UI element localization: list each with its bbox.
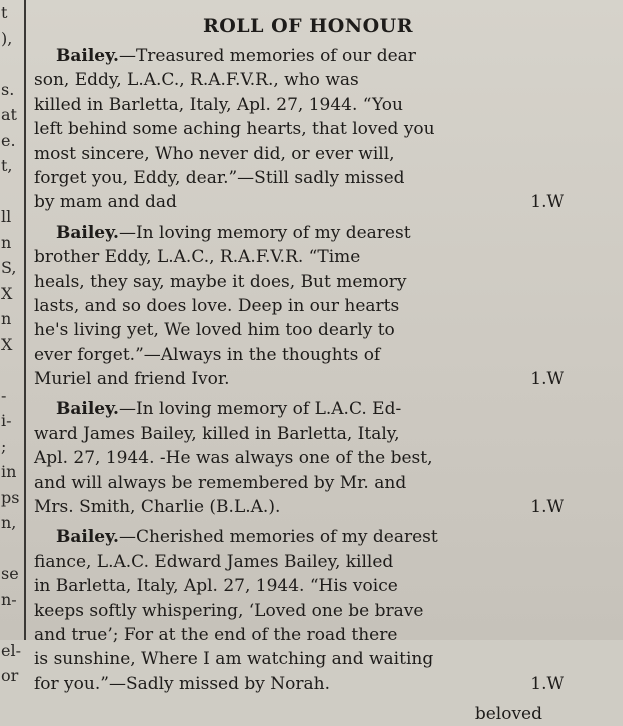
notice-line	[34, 672, 582, 696]
notice-text: lasts, and so does love. Deep in our hearts	[34, 295, 400, 316]
notice-line	[34, 367, 582, 391]
notice-line	[34, 471, 582, 495]
margin-fragment: ;	[1, 436, 7, 456]
notice-signature: 1.W	[530, 497, 564, 518]
notice-line	[34, 550, 582, 574]
notice-text: Mrs. Smith, Charlie (B.L.A.).	[34, 497, 281, 518]
notice-text: heals, they say, maybe it does, But memory	[34, 271, 407, 292]
margin-fragment: el-	[1, 640, 21, 660]
notice-line	[34, 397, 582, 421]
notice-line	[34, 44, 582, 68]
notice-text: is sunshine, Where I am watching and waiting	[34, 649, 434, 670]
margin-fragment: n,	[1, 513, 17, 532]
margin-fragment	[0, 357, 22, 383]
notice-line	[34, 166, 582, 190]
notice-text: ever forget.”—Always in the thoughts of	[34, 344, 381, 365]
notice-text: most sincere, Who never did, or ever will,	[34, 143, 395, 164]
margin-fragment: n	[1, 232, 12, 252]
margin-fragment	[0, 179, 22, 205]
cut-off-text: beloved	[474, 704, 542, 725]
notice-line	[34, 270, 582, 294]
memorial-notice	[34, 397, 582, 519]
notice-surname: Bailey.	[56, 46, 119, 66]
notice-line	[34, 599, 582, 623]
notice-text: and true’; For at the end of the road there	[34, 624, 398, 645]
notice-line	[34, 68, 582, 92]
roll-of-honour-column	[34, 14, 582, 726]
memorial-notice	[34, 221, 582, 392]
notice-signature: 1.W	[530, 673, 564, 694]
margin-fragment: S,	[1, 258, 17, 277]
notice-text: he's living yet, We loved him too dearly to	[34, 320, 395, 341]
notice-line	[34, 525, 582, 549]
margin-fragment: at	[1, 105, 17, 124]
margin-fragment: ),	[1, 28, 13, 48]
notice-text: —Treasured memories of our dear	[118, 46, 416, 66]
notice-text: Muriel and friend Ivor.	[34, 369, 230, 390]
notice-line	[34, 142, 582, 166]
notice-line	[34, 93, 582, 117]
notice-line	[34, 294, 582, 318]
notice-line	[34, 117, 582, 141]
cut-off-line	[34, 702, 582, 725]
margin-fragment: t,	[1, 156, 13, 175]
margin-fragment	[0, 51, 22, 77]
notice-text: in Barletta, Italy, Apl. 27, 1944. “His voice	[34, 576, 398, 597]
notice-line	[34, 495, 582, 519]
notice-text: —Cherished memories of my dearest	[118, 527, 438, 548]
notice-text: forget you, Eddy, dear.”—Still sadly missed	[34, 167, 405, 188]
notice-line	[34, 647, 582, 671]
notice-text: left behind some aching hearts, that loved you	[34, 119, 435, 140]
notice-line	[34, 221, 582, 245]
notice-signature: 1.W	[530, 192, 564, 213]
notice-text: for you.”—Sadly missed by Norah.	[34, 673, 331, 694]
notice-text: brother Eddy, L.A.C., R.A.F.V.R. “Time	[34, 247, 361, 268]
margin-fragment: i-	[1, 411, 12, 430]
notice-line	[34, 623, 582, 647]
memorial-notice	[34, 44, 582, 215]
notice-text: killed in Barletta, Italy, Apl. 27, 1944. “You	[34, 94, 403, 115]
margin-fragment: or	[1, 666, 19, 685]
column-rule	[24, 0, 26, 640]
notices-list	[34, 44, 582, 696]
notice-line	[34, 245, 582, 269]
margin-fragment: t	[1, 3, 8, 22]
section-title: ROLL OF HONOUR	[202, 15, 414, 37]
notice-text: Apl. 27, 1944. -He was always one of the best,	[34, 448, 433, 469]
memorial-notice	[34, 525, 582, 696]
notice-surname: Bailey.	[56, 399, 119, 420]
notice-text: fiance, L.A.C. Edward James Bailey, killed	[34, 551, 394, 572]
notice-line	[34, 446, 582, 470]
notice-text: —In loving memory of L.A.C. Ed-	[118, 399, 402, 420]
notice-text: by mam and dad	[34, 192, 177, 213]
margin-fragment: ll	[1, 207, 12, 226]
notice-line	[34, 574, 582, 598]
margin-fragment: n-	[1, 589, 17, 609]
margin-fragment: X	[1, 283, 13, 303]
margin-fragment: se	[1, 564, 19, 583]
notice-text: son, Eddy, L.A.C., R.A.F.V.R., who was	[34, 70, 359, 91]
margin-fragment	[0, 536, 22, 562]
notice-line	[34, 318, 582, 342]
margin-fragment: in	[1, 462, 17, 481]
notice-text: ward James Bailey, killed in Barletta, Italy,	[34, 423, 400, 444]
margin-fragment: e.	[1, 130, 16, 150]
margin-fragment: ps	[1, 487, 20, 507]
notice-text: and will always be remembered by Mr. and	[34, 472, 407, 493]
margin-fragment	[0, 612, 22, 638]
notice-surname: Bailey.	[56, 222, 119, 243]
notice-text: keeps softly whispering, ‘Loved one be brave	[34, 600, 424, 621]
notice-line	[34, 343, 582, 367]
margin-fragment: -	[1, 385, 7, 405]
margin-fragment: n	[1, 309, 12, 328]
margin-fragment: s.	[1, 79, 15, 99]
notice-text: —In loving memory of my dearest	[118, 222, 411, 243]
notice-signature: 1.W	[530, 369, 564, 390]
notice-line	[34, 190, 582, 214]
notice-line	[34, 422, 582, 446]
notice-surname: Bailey.	[56, 527, 119, 548]
adjacent-column-fragments	[0, 0, 22, 685]
margin-fragment: X	[1, 334, 13, 354]
